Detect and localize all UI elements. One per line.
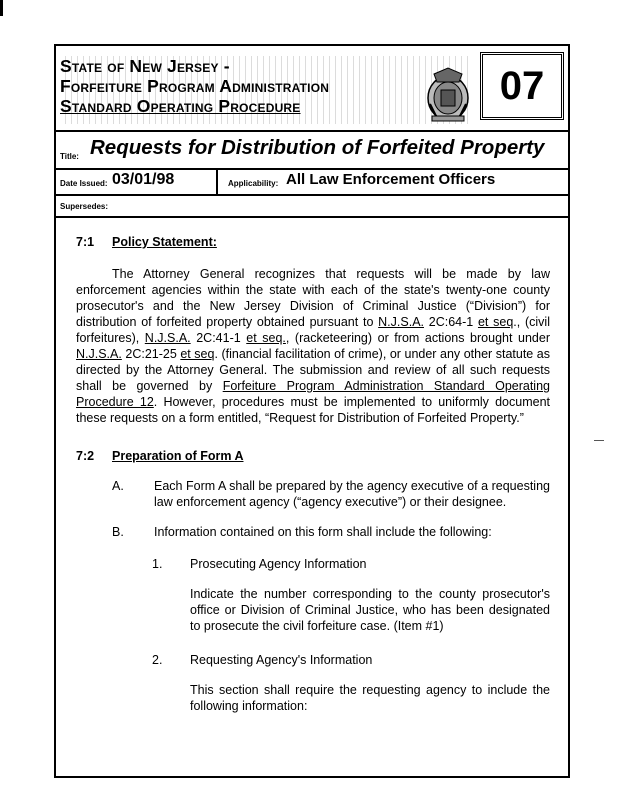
- sub-item-1: [76, 556, 550, 634]
- policy-text: . (financial facilitation of crime), or under any other statute as directed by the Attorney General. The submission and review of all such requests shall be governed by: [76, 347, 550, 393]
- procedure-number: 07: [480, 52, 564, 120]
- item-text: Information contained on this form shall include the following:: [154, 525, 492, 539]
- date-issued-value: 03/01/98: [112, 171, 175, 188]
- statute-ref: et seq: [180, 347, 215, 361]
- supersedes-row: [56, 194, 568, 218]
- sop-header: [56, 46, 568, 132]
- sub-item-title: Requesting Agency's Information: [190, 653, 373, 667]
- item-text: Each Form A shall be prepared by the agency executive of a requesting law enforcement agency (“agency executive”) or their designee.: [154, 479, 550, 509]
- header-title-block: [60, 56, 470, 124]
- sub-item-text: Indicate the number corresponding to the county prosecutor's office or Division of Criminal Justice, who has been designated to prosecute the civil forfeiture case. (Item #1): [190, 587, 550, 633]
- title-row: [56, 132, 568, 170]
- policy-text: 2C:21-25: [121, 347, 181, 361]
- policy-text: 2C:41-1: [190, 331, 247, 345]
- section-number: 7:2: [76, 449, 95, 463]
- header-line-program: Forfeiture Program Administration: [60, 76, 330, 96]
- section-title: Preparation of Form A: [112, 449, 244, 463]
- sop-reference: Forfeiture Program Administration Standard Operating Procedure 12: [76, 379, 550, 409]
- section-7-2-heading: [76, 448, 550, 466]
- sub-item-2: [76, 652, 550, 714]
- section-7-1-heading: [76, 234, 550, 252]
- statute-ref: et seq.: [246, 331, 286, 345]
- sub-item-title: Prosecuting Agency Information: [190, 557, 367, 571]
- applicability-value: All Law Enforcement Officers: [286, 171, 496, 188]
- statute-ref: et seq: [477, 315, 514, 329]
- section-number: 7:1: [76, 235, 95, 249]
- statute-ref: N.J.S.A.: [378, 315, 424, 329]
- item-marker: A.: [112, 479, 124, 493]
- policy-text: The Attorney General recognizes that requests will be made by law enforcement agencies within the state with each of the state's twenty-one county prosecutor's and the New Jersey Division of Criminal Justice (“Division”) for distribution of forfeited property obtained pursuant to: [76, 267, 550, 329]
- header-line-sop: Standard Operating Procedure: [60, 96, 301, 116]
- state-seal-icon: [426, 64, 470, 124]
- policy-text: ., (civil forfeitures),: [76, 315, 550, 345]
- list-item-b: [76, 524, 550, 540]
- document-title: Requests for Distribution of Forfeited Property: [90, 136, 545, 159]
- applicability-label: Applicability:: [228, 179, 279, 188]
- policy-paragraph: [76, 266, 550, 426]
- document-body: [76, 234, 550, 714]
- margin-mark: [594, 440, 604, 441]
- title-label: Title:: [60, 152, 79, 161]
- sub-item-marker: 1.: [152, 557, 163, 571]
- row-divider: [216, 168, 218, 194]
- policy-text: 2C:64-1: [424, 315, 478, 329]
- supersedes-label: Supersedes:: [60, 202, 109, 211]
- sub-item-marker: 2.: [152, 653, 163, 667]
- item-marker: B.: [112, 525, 124, 539]
- date-applicability-row: [56, 168, 568, 196]
- header-line-state: State of New Jersey -: [60, 56, 230, 76]
- date-issued-label: Date Issued:: [60, 179, 108, 188]
- policy-text: . However, procedures must be implemented to uniformly document these requests on a form entitled, “Request for Distribution of Forfeited Property.”: [76, 395, 550, 425]
- statute-ref: N.J.S.A.: [144, 331, 191, 345]
- section-title: Policy Statement:: [112, 235, 217, 249]
- statute-ref: N.J.S.A.: [76, 347, 122, 361]
- list-item-a: [76, 478, 550, 510]
- policy-text: , (racketeering) or from actions brought under: [285, 331, 550, 345]
- scan-edge-mark: [0, 0, 3, 16]
- sub-item-text: This section shall require the requesting agency to include the following information:: [190, 683, 550, 713]
